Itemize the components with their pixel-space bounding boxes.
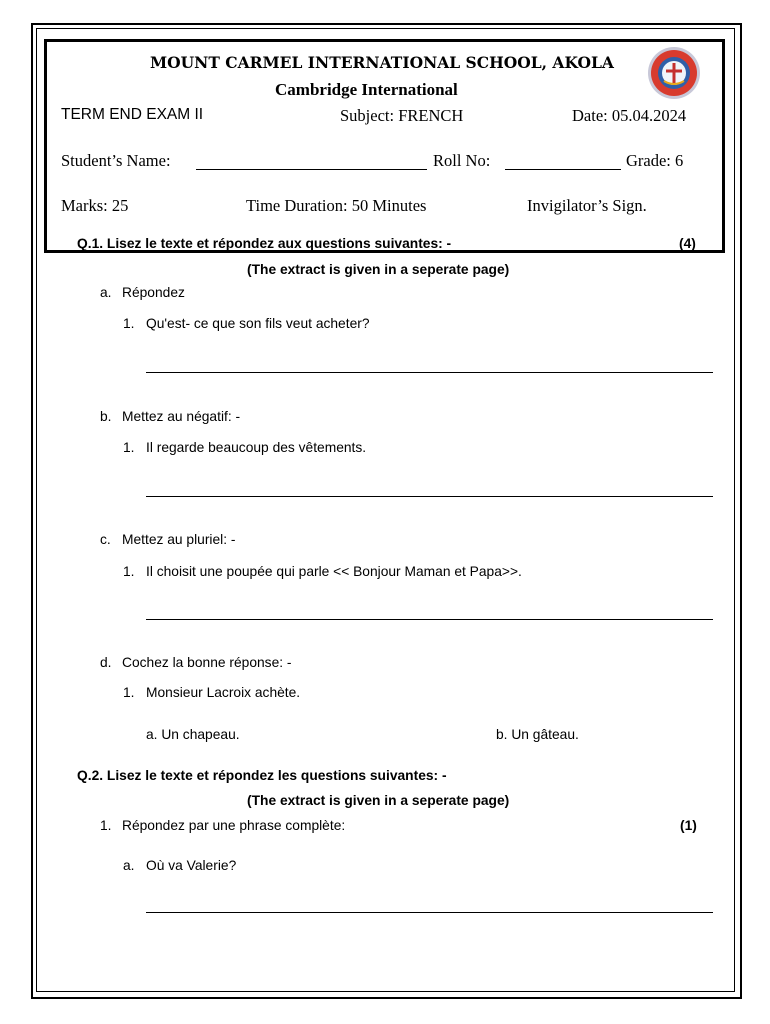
q1-d-text: Cochez la bonne réponse: - [122,655,292,670]
q2-title: Q.2. Lisez le texte et répondez les questions suivantes: - [77,768,447,783]
answer-line[interactable] [146,372,713,373]
q2-marks: (1) [680,818,697,833]
q1-marks: (4) [679,236,696,251]
q1-title: Q.1. Lisez le texte et répondez aux questions suivantes: - [77,236,452,251]
board-name: Cambridge International [275,80,458,99]
time-duration: Time Duration: 50 Minutes [246,196,427,215]
q1-b-label: b. [100,409,112,424]
q2-a-text: Où va Valerie? [146,858,237,873]
q1-d1-option-a[interactable]: a. Un chapeau. [146,727,240,742]
roll-no-field[interactable] [505,169,621,170]
q1-a1-num: 1. [123,316,135,331]
q2-note: (The extract is given in a seperate page) [247,793,510,808]
exam-name: TERM END EXAM II [61,106,204,123]
roll-no-label: Roll No: [433,151,491,170]
invigilator-sign-label: Invigilator’s Sign. [527,196,647,215]
q1-d1-text: Monsieur Lacroix achète. [146,685,301,700]
q1-b1-text: Il regarde beaucoup des vêtements. [146,440,367,455]
q1-c-text: Mettez au pluriel: - [122,532,236,547]
q1-c-label: c. [100,532,111,547]
student-name-label: Student’s Name: [61,151,171,170]
answer-line[interactable] [146,496,713,497]
q1-c1-text: Il choisit une poupée qui parle << Bonjour Maman et Papa>>. [146,564,522,579]
q2-p1-text: Répondez par une phrase complète: [122,818,346,833]
answer-line[interactable] [146,619,713,620]
q1-a-label: a. [100,285,112,300]
school-name: MOUNT CARMEL INTERNATIONAL SCHOOL, AKOLA [150,53,614,72]
q2-p1-num: 1. [100,818,112,833]
q1-b1-num: 1. [123,440,135,455]
marks: Marks: 25 [61,196,129,215]
q1-d1-option-b[interactable]: b. Un gâteau. [496,727,579,742]
q1-a-text: Répondez [122,285,185,300]
q1-b-text: Mettez au négatif: - [122,409,241,424]
q2-a-label: a. [123,858,135,873]
q1-a1-text: Qu'est- ce que son fils veut acheter? [146,316,370,331]
answer-line[interactable] [146,912,713,913]
q1-note: (The extract is given in a seperate page) [247,262,510,277]
exam-date: Date: 05.04.2024 [572,106,687,125]
school-seal-icon [646,45,702,101]
subject: Subject: FRENCH [340,106,464,125]
q1-c1-num: 1. [123,564,135,579]
q1-d-label: d. [100,655,112,670]
student-name-field[interactable] [196,169,427,170]
q1-d1-num: 1. [123,685,135,700]
grade: Grade: 6 [626,151,684,170]
